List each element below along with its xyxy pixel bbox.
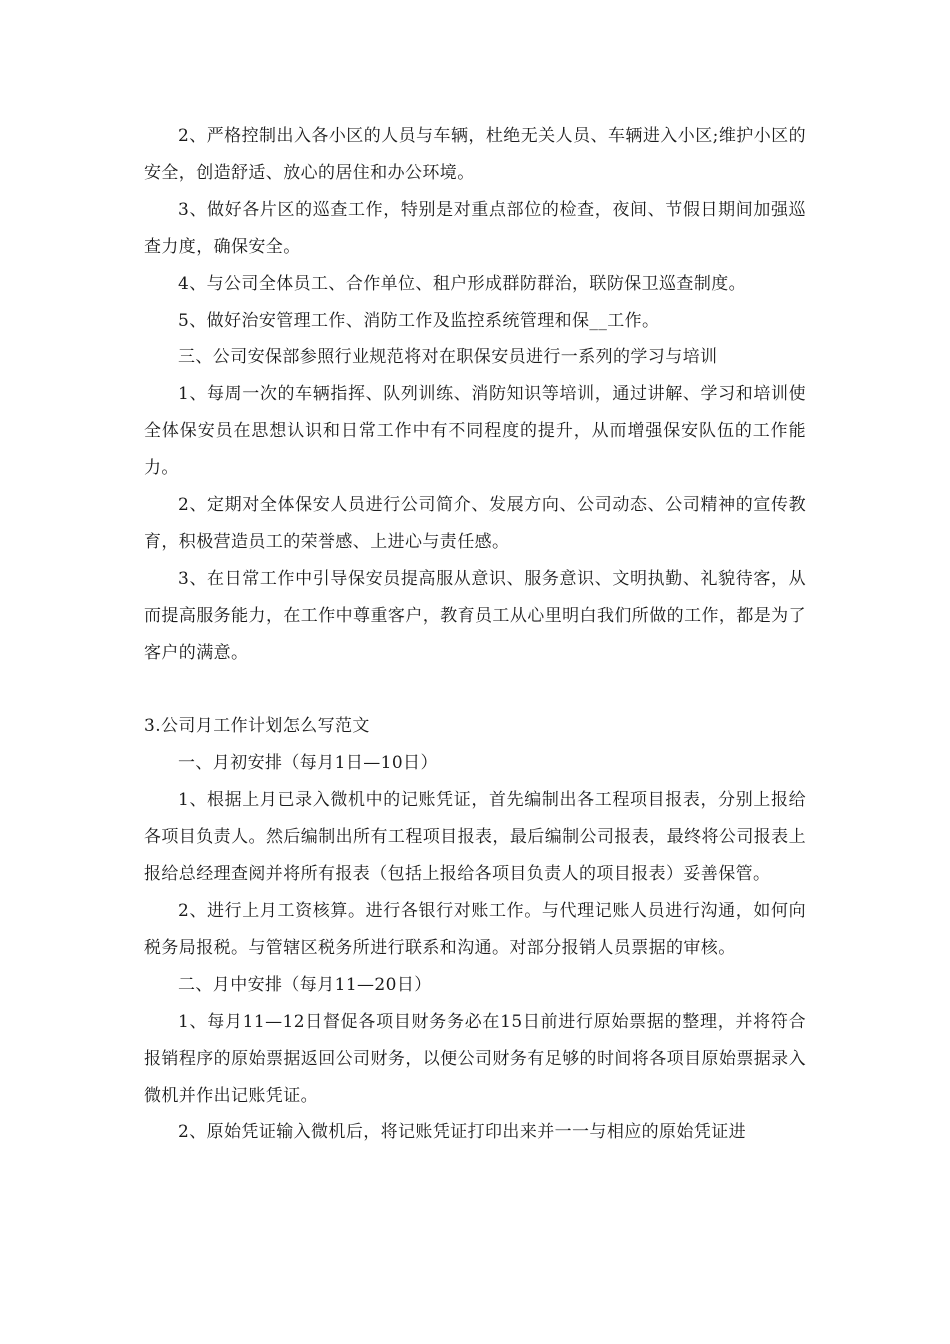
paragraph: 1、每周一次的车辆指挥、队列训练、消防知识等培训，通过讲解、学习和培训使全体保安员在思想认识和日常工作中有不同程度的提升，从而增强保安队伍的工作能力。 <box>144 384 806 479</box>
subheading: 三、公司安保部参照行业规范将对在职保安员进行一系列的学习与培训 <box>178 347 718 368</box>
paragraph: 2、进行上月工资核算。进行各银行对账工作。与代理记账人员进行沟通，如何向税务局报税。与管辖区税务所进行联系和沟通。对部分报销人员票据的审核。 <box>144 901 806 958</box>
subheading: 二、月中安排（每月11—20日） <box>178 974 432 995</box>
document-body <box>144 118 806 1151</box>
paragraph: 2、严格控制出入各小区的人员与车辆，杜绝无关人员、车辆进入小区;维护小区的安全，创造舒适、放心的居住和办公环境。 <box>144 126 806 183</box>
paragraph: 3、在日常工作中引导保安员提高服从意识、服务意识、文明执勤、礼貌待客，从而提高服务能力，在工作中尊重客户，教育员工从心里明白我们所做的工作，都是为了客户的满意。 <box>144 568 806 663</box>
paragraph: 2、定期对全体保安人员进行公司简介、发展方向、公司动态、公司精神的宣传教育，积极营造员工的荣誉感、上进心与责任感。 <box>144 495 806 552</box>
paragraph: 3、做好各片区的巡查工作，特别是对重点部位的检查，夜间、节假日期间加强巡查力度，确保安全。 <box>144 199 806 257</box>
section-title: 3.公司月工作计划怎么写范文 <box>144 716 370 737</box>
paragraph: 5、做好治安管理工作、消防工作及监控系统管理和保__工作。 <box>178 310 660 331</box>
paragraph: 4、与公司全体员工、合作单位、租户形成群防群治，联防保卫巡查制度。 <box>178 273 747 294</box>
paragraph: 2、原始凭证输入微机后，将记账凭证打印出来并一一与相应的原始凭证进 <box>178 1122 747 1143</box>
paragraph: 1、每月11—12日督促各项目财务务必在15日前进行原始票据的整理，并将符合报销程序的原始票据返回公司财务，以便公司财务有足够的时间将各项目原始票据录入微机并作出记账凭证。 <box>144 1011 806 1106</box>
paragraph: 1、根据上月已录入微机中的记账凭证，首先编制出各工程项目报表，分别上报给各项目负责人。然后编制出所有工程项目报表，最后编制公司报表，最终将公司报表上报给总经理查阅并将所有报表（包括上报给各项目负责人的项目报表）妥善保管。 <box>144 790 806 885</box>
subheading: 一、月初安排（每月1日—10日） <box>178 753 438 774</box>
